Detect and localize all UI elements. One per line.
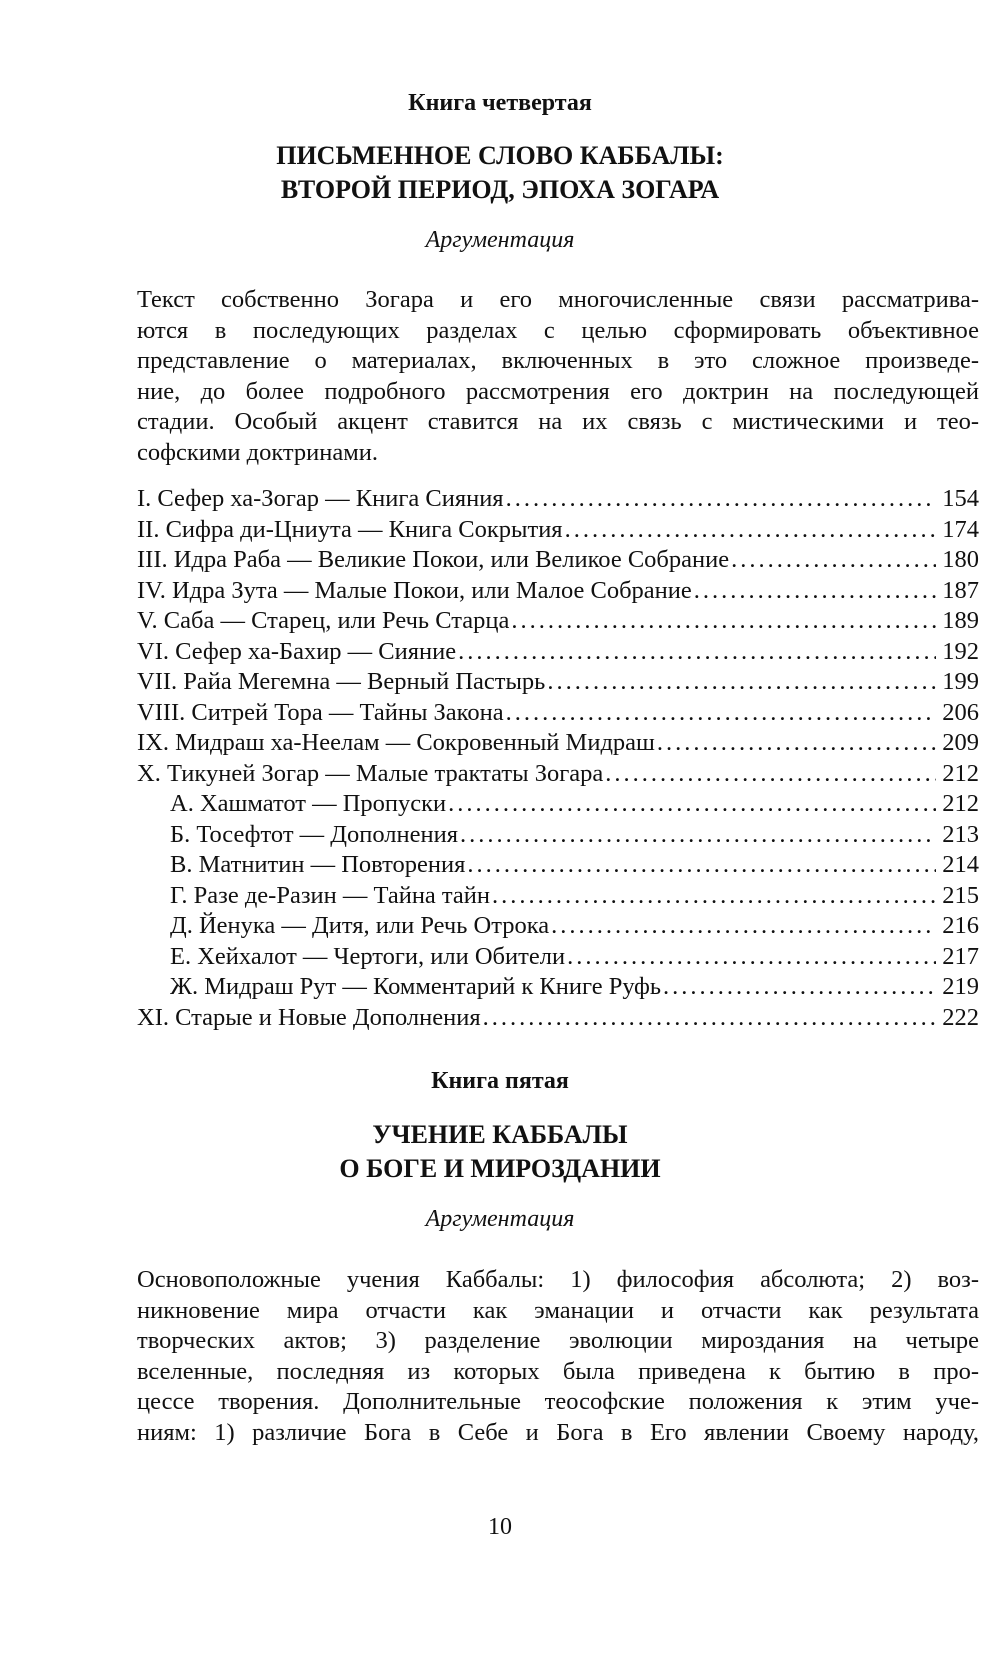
toc-entry[interactable] <box>137 576 979 607</box>
book-four-label: Книга четвертая <box>408 90 592 116</box>
paragraph-line: творческих актов; 3) разделение эволюции мироздания на четыре <box>137 1327 979 1355</box>
toc-entry[interactable] <box>137 759 979 790</box>
toc-leader-dots <box>547 667 936 698</box>
toc-entry-page: 214 <box>942 851 979 878</box>
toc-leader-dots <box>506 484 937 515</box>
toc-entry[interactable] <box>137 1003 979 1034</box>
toc-leader-dots <box>731 545 936 576</box>
toc-entry-title: XI. Старые и Новые Дополнения <box>137 1003 481 1031</box>
toc-subentry[interactable] <box>137 820 979 851</box>
toc-entry-page: 199 <box>942 668 979 695</box>
toc-entry-title: I. Сефер ха-Зогар — Книга Сияния <box>137 485 504 512</box>
toc-entry[interactable] <box>137 667 979 698</box>
paragraph-line: ниям: 1) различие Бога в Себе и Бога в Его явлении Своему народу, <box>137 1418 979 1446</box>
paragraph-line: никновение мира отчасти как эманации и отчасти как результата <box>137 1296 979 1324</box>
book-five-subtitle: Аргументация <box>425 1206 575 1232</box>
toc-entry-title: V. Саба — Старец, или Речь Старца <box>137 607 510 634</box>
book-four-title-line-1: ПИСЬМЕННОЕ СЛОВО КАББАЛЫ: <box>276 141 724 170</box>
toc-entry-page: 209 <box>942 729 979 756</box>
toc-entry-title: VI. Сефер ха-Бахир — Сияние <box>137 637 457 665</box>
toc-entry-title: III. Идра Раба — Великие Покои, или Великое Собрание <box>137 546 730 573</box>
paragraph-line: ются в последующих разделах с целью сформировать объективное <box>137 316 979 344</box>
book-five-argument-paragraph <box>137 1265 979 1449</box>
toc-leader-dots <box>567 942 936 973</box>
toc-leader-dots <box>448 789 936 820</box>
toc-leader-dots <box>511 606 936 637</box>
paragraph-line: цессе творения. Дополнительные теософские положения к этим уче- <box>137 1388 979 1416</box>
toc-entry-title: Б. Тосефтот — Дополнения <box>170 820 458 848</box>
toc-leader-dots <box>492 881 936 912</box>
toc-entry-title: II. Сифра ди-Цниута — Книга Сокрытия <box>137 515 563 543</box>
book-five-label: Книга пятая <box>431 1068 569 1094</box>
toc-entry-page: 212 <box>942 790 979 817</box>
toc-entry-page: 189 <box>942 607 979 634</box>
toc-entry-title: Ж. Мидраш Рут — Комментарий к Книге Руфь <box>170 973 662 1000</box>
toc-entry[interactable] <box>137 606 979 637</box>
toc-entry-title: Д. Йенука — Дитя, или Речь Отрока <box>170 912 550 939</box>
toc-entry-title: Е. Хейхалот — Чертоги, или Обители <box>170 942 566 970</box>
toc-subentry[interactable] <box>137 881 979 912</box>
page-number: 10 <box>488 1514 512 1540</box>
toc-entry-title: X. Тикуней Зогар — Малые трактаты Зогара <box>137 759 604 787</box>
paragraph-line: Текст собственно Зогара и его многочисленные связи рассматрива- <box>137 286 979 313</box>
paragraph-line: Основоположные учения Каббалы: 1) философия абсолюта; 2) воз- <box>137 1266 979 1293</box>
toc-leader-dots <box>551 911 936 942</box>
table-of-contents <box>137 484 979 1033</box>
book-four-title-line-2: ВТОРОЙ ПЕРИОД, ЭПОХА ЗОГАРА <box>280 175 720 204</box>
toc-leader-dots <box>458 637 936 668</box>
book-five-title-line-2: О БОГЕ И МИРОЗДАНИИ <box>339 1154 661 1183</box>
toc-entry-page: 206 <box>942 698 979 726</box>
toc-subentry[interactable] <box>137 789 979 820</box>
toc-leader-dots <box>657 728 936 759</box>
toc-entry-title: IX. Мидраш ха-Неелам — Сокровенный Мидраш <box>137 729 655 756</box>
toc-entry-page: 222 <box>942 1003 979 1031</box>
toc-subentry[interactable] <box>137 942 979 973</box>
toc-entry-title: VII. Райа Мегемна — Верный Пастырь <box>137 668 546 695</box>
paragraph-line: софскими доктринами. <box>137 438 379 466</box>
toc-subentry[interactable] <box>137 850 979 881</box>
toc-entry-title: В. Матнитин — Повторения <box>170 851 466 878</box>
toc-entry-title: VIII. Ситрей Тора — Тайны Закона <box>137 698 504 726</box>
toc-leader-dots <box>663 972 936 1003</box>
toc-entry[interactable] <box>137 728 979 759</box>
toc-leader-dots <box>483 1003 937 1034</box>
toc-leader-dots <box>694 576 936 607</box>
toc-entry-page: 212 <box>942 759 979 787</box>
book-five-title <box>0 1118 1000 1186</box>
toc-entry-page: 219 <box>942 973 979 1000</box>
toc-entry-page: 180 <box>942 546 979 573</box>
toc-entry-page: 154 <box>942 485 979 512</box>
toc-leader-dots <box>460 820 936 851</box>
toc-entry[interactable] <box>137 545 979 576</box>
toc-entry-page: 192 <box>942 637 979 665</box>
book-four-argument-paragraph <box>137 285 979 469</box>
book-five-title-line-1: УЧЕНИЕ КАББАЛЫ <box>372 1120 628 1149</box>
toc-leader-dots <box>467 850 936 881</box>
toc-entry-page: 174 <box>942 515 979 543</box>
paragraph-line: ние, до более подробного рассмотрения его доктрин на последующей <box>137 377 979 405</box>
toc-subentry[interactable] <box>137 972 979 1003</box>
toc-entry[interactable] <box>137 515 979 546</box>
toc-entry-page: 216 <box>942 912 979 939</box>
toc-subentry[interactable] <box>137 911 979 942</box>
toc-entry-title: А. Хашматот — Пропуски <box>170 790 447 817</box>
toc-entry-title: Г. Разе де-Разин — Тайна тайн <box>170 881 491 909</box>
book-four-subtitle: Аргументация <box>425 227 575 253</box>
toc-entry[interactable] <box>137 484 979 515</box>
book-four-title <box>0 139 1000 207</box>
toc-entry-page: 215 <box>942 881 979 909</box>
toc-entry[interactable] <box>137 698 979 729</box>
toc-leader-dots <box>605 759 936 790</box>
toc-entry-page: 187 <box>942 576 979 604</box>
toc-entry[interactable] <box>137 637 979 668</box>
paragraph-line: стадии. Особый акцент ставится на их связь с мистическими и тео- <box>137 408 979 436</box>
toc-leader-dots <box>506 698 937 729</box>
paragraph-line: представление о материалах, включенных в это сложное произведе- <box>137 347 979 375</box>
toc-entry-title: IV. Идра Зута — Малые Покои, или Малое Собрание <box>137 576 692 604</box>
toc-entry-page: 217 <box>942 942 979 970</box>
toc-entry-page: 213 <box>942 820 979 848</box>
toc-leader-dots <box>565 515 937 546</box>
paragraph-line: вселенные, последняя из которых была приведена к бытию в про- <box>137 1357 979 1385</box>
